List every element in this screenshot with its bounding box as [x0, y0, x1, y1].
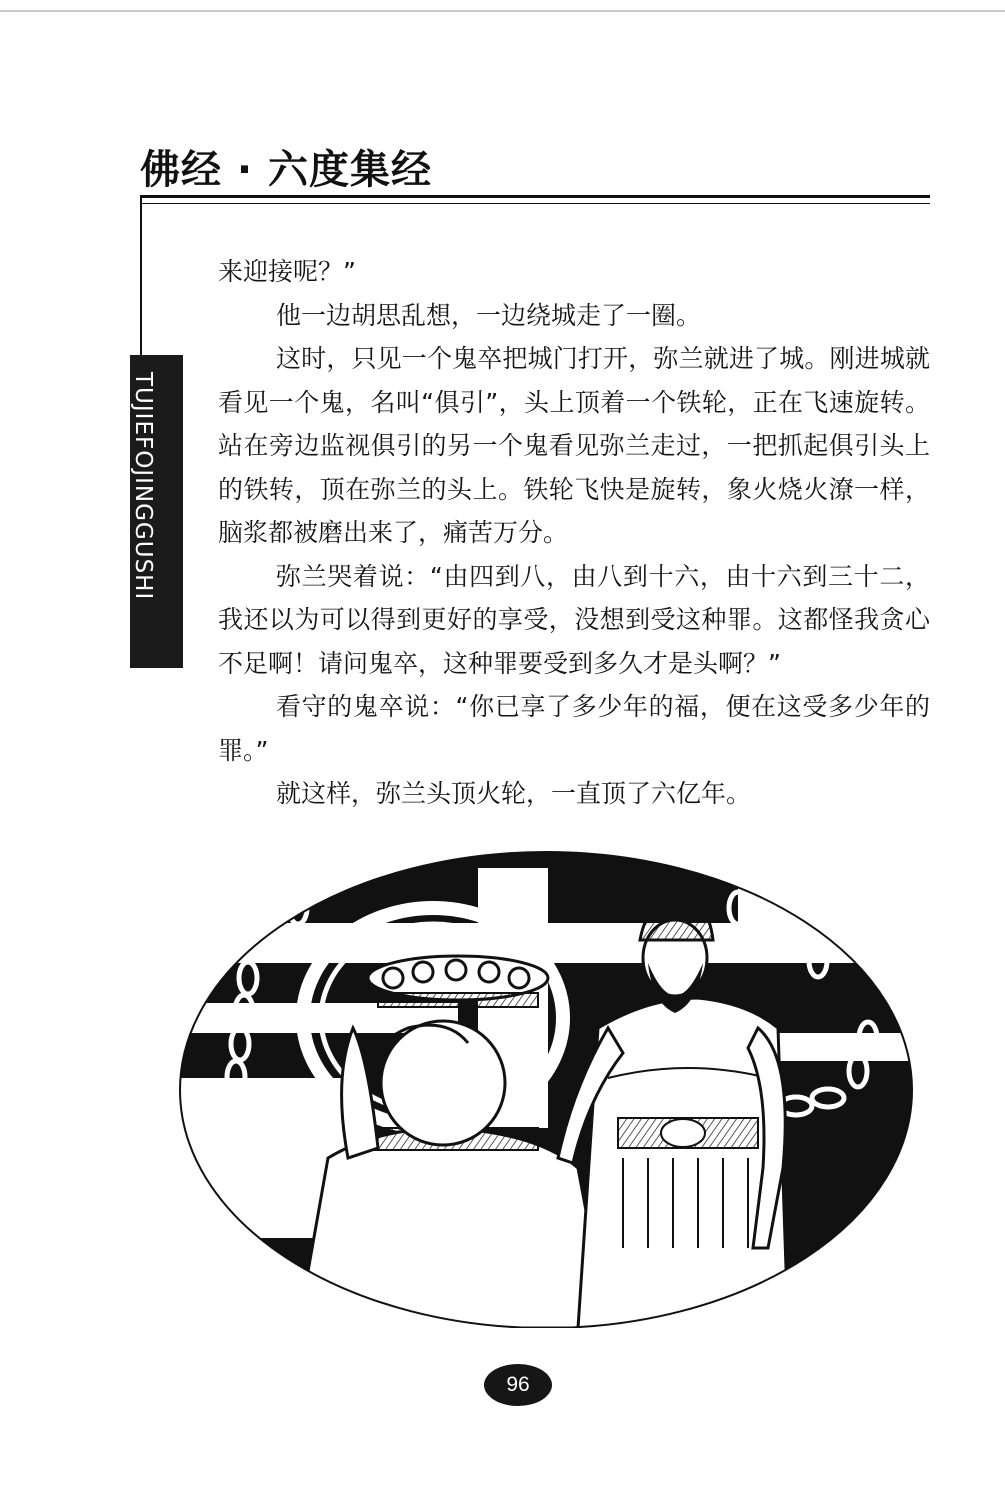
- illustration: [178, 828, 915, 1328]
- header-rule: [140, 195, 930, 198]
- body-text: [218, 250, 930, 816]
- paragraph: 他一边胡思乱想，一边绕城走了一圈。: [276, 300, 702, 330]
- paragraph: 看守的鬼卒说：“你已享了多少年的福，便在这受多少年的罪。”: [218, 692, 930, 765]
- book-title: 佛经 · 六度集经: [140, 147, 433, 193]
- page-number: 96: [484, 1364, 552, 1406]
- paragraph: 弥兰哭着说：“由四到八，由八到十六，由十六到三十二，我还以为可以得到更好的享受，没想到受这种罪。这都怪我贪心不足啊！请问鬼卒，这种罪要受到多久才是头啊？”: [218, 561, 930, 678]
- header-rule-thin: [140, 203, 930, 204]
- side-tab-label: TUJIEFOJINGGUSHI: [130, 372, 156, 601]
- margin-rule: [140, 195, 142, 355]
- paragraph: 来迎接呢？”: [218, 257, 356, 286]
- paragraph: 这时，只见一个鬼卒把城门打开，弥兰就进了城。刚进城就看见一个鬼，名叫“俱引”，头上顶着一个铁轮，正在飞速旋转。站在旁边监视俱引的另一个鬼看见弥兰走过，一把抓起俱引头上的铁转，顶在弥兰的头上。铁轮飞快是旋转，象火烧火潦一样，脑浆都被磨出来了，痛苦万分。: [218, 344, 930, 547]
- page-top-edge: [0, 10, 1005, 12]
- paragraph: 就这样，弥兰头顶火轮，一直顶了六亿年。: [276, 779, 752, 808]
